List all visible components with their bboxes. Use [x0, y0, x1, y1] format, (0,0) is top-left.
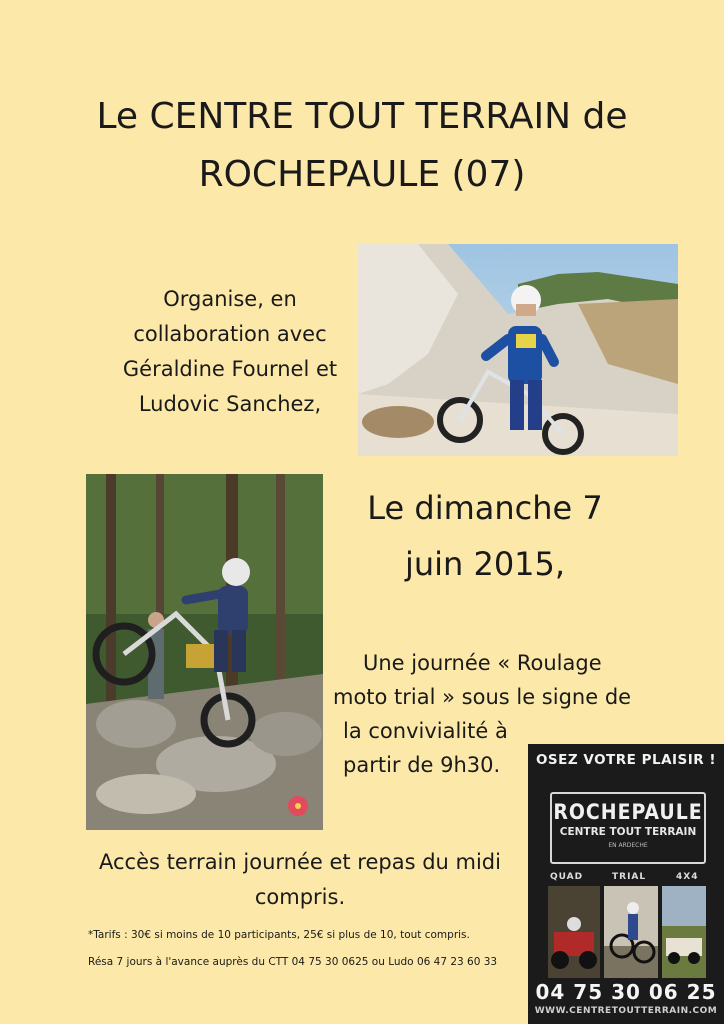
journee-line-3: la convivialité à: [343, 719, 508, 743]
page-title: [60, 88, 664, 204]
ad-region: EN ARDECHE: [608, 842, 648, 849]
organise-text: [95, 282, 365, 422]
date-line-1: Le dimanche 7: [367, 489, 603, 527]
ad-category-4x4: 4X4: [676, 872, 699, 882]
ad-subtitle: CENTRE TOUT TERRAIN: [559, 826, 697, 838]
ad-brand: ROCHEPAULE: [553, 800, 703, 824]
4x4-photo: [662, 886, 706, 978]
ad-category-quad: QUAD: [550, 872, 584, 882]
event-date: [330, 480, 640, 592]
ad-brand-box: [550, 792, 706, 864]
ad-category-trial: TRIAL: [612, 872, 647, 882]
rochepaule-ad: [528, 744, 724, 1024]
ad-slogan: OSEZ VOTRE PLAISIR !: [535, 752, 717, 768]
journee-line-2: moto trial » sous le signe de: [333, 685, 632, 709]
forest-rider-photo: [86, 474, 323, 830]
organise-line-3: Géraldine Fournel et: [122, 357, 338, 381]
organise-line-1: Organise, en: [163, 287, 297, 311]
quarry-rider-photo: [358, 244, 678, 456]
acces-line-2: compris.: [254, 885, 346, 909]
journee-line-4: partir de 9h30.: [343, 753, 501, 777]
acces-text: [60, 845, 540, 915]
tarifs-note: *Tarifs : 30€ si moins de 10 participants, 25€ si plus de 10, tout compris.: [88, 929, 470, 941]
trial-photo: [604, 886, 658, 978]
quad-photo: [548, 886, 600, 978]
title-line-1: Le CENTRE TOUT TERRAIN de: [96, 96, 628, 137]
journee-line-1: Une journée « Roulage: [363, 651, 602, 675]
reservation-note: Résa 7 jours à l'avance auprès du CTT 04 75 30 0625 ou Ludo 06 47 23 60 33: [88, 956, 498, 968]
date-line-2: juin 2015,: [404, 545, 566, 583]
title-line-2: ROCHEPAULE (07): [198, 154, 526, 195]
organise-line-4: Ludovic Sanchez,: [138, 392, 322, 416]
organise-line-2: collaboration avec: [133, 322, 327, 346]
acces-line-1: Accès terrain journée et repas du midi: [99, 850, 501, 874]
ad-phone: 04 75 30 06 25: [535, 980, 717, 1004]
ad-website: WWW.CENTRETOUTTERRAIN.COM: [534, 1006, 718, 1016]
